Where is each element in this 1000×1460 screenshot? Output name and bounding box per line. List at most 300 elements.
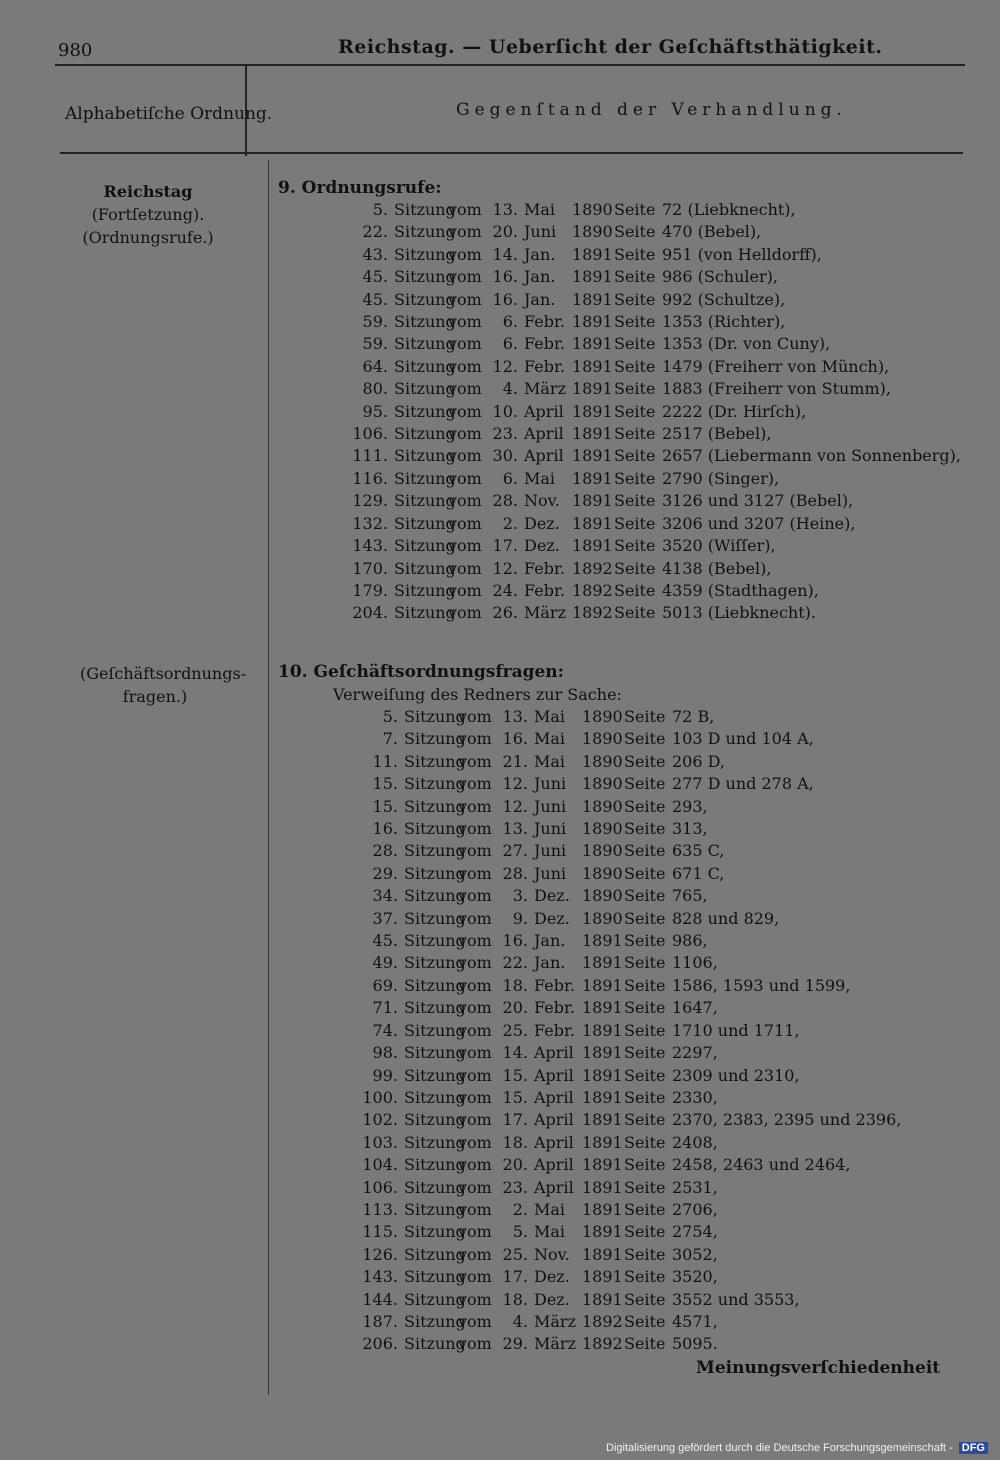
entry-month: Mai — [524, 200, 556, 219]
entry-number: 71. — [372, 998, 398, 1018]
entry-month: April — [524, 446, 564, 466]
entry-vom: vom — [458, 1043, 492, 1063]
entry-day: 12. — [502, 796, 528, 816]
list-item — [340, 1132, 901, 1154]
entry-pages: 951 (von Helldorff), — [662, 244, 822, 264]
entry-pages: 3552 und 3553, — [672, 1289, 800, 1309]
entry-vom: vom — [448, 446, 482, 466]
entry-vom: vom — [458, 774, 492, 794]
entry-month: Febr. — [524, 356, 565, 376]
entry-seite: Seite — [624, 998, 666, 1018]
entry-month: Mai — [534, 729, 566, 749]
entry-day: 28. — [502, 863, 528, 883]
list-item — [340, 311, 961, 333]
entry-sitzung: Sitzung — [404, 1155, 466, 1175]
entry-year: 1891 — [582, 998, 623, 1018]
entry-month: Juni — [534, 796, 567, 816]
entry-vom: vom — [458, 1222, 492, 1242]
entry-year: 1891 — [582, 931, 623, 951]
page-number: 980 — [58, 40, 93, 61]
entry-vom: vom — [458, 819, 492, 839]
entry-vom: vom — [458, 1199, 492, 1219]
entry-year: 1891 — [572, 312, 613, 332]
entry-number: 45. — [372, 931, 398, 951]
entry-pages: 1647, — [672, 998, 718, 1018]
entry-seite: Seite — [624, 796, 666, 816]
entry-vom: vom — [458, 1087, 492, 1107]
entry-day: 10. — [492, 401, 518, 421]
list-item — [340, 751, 901, 773]
entry-seite: Seite — [624, 774, 666, 794]
entry-number: 126. — [362, 1244, 398, 1264]
entry-day: 29. — [502, 1334, 528, 1354]
entry-sitzung: Sitzung — [404, 1043, 466, 1063]
entry-year: 1891 — [572, 401, 613, 421]
entry-pages: 2222 (Dr. Hirſch), — [662, 401, 807, 421]
entry-number: 98. — [372, 1043, 398, 1063]
entry-sitzung: Sitzung — [404, 1132, 466, 1152]
entry-vom: vom — [458, 931, 492, 951]
entry-seite: Seite — [624, 1199, 666, 1219]
entry-vom: vom — [458, 1110, 492, 1130]
entry-vom: vom — [448, 267, 482, 287]
entry-month: Jan. — [524, 289, 556, 309]
entry-vom: vom — [458, 908, 492, 928]
list-item — [340, 1042, 901, 1064]
entry-year: 1891 — [582, 953, 623, 973]
entry-day: 12. — [492, 558, 518, 578]
entry-number: 143. — [362, 1267, 398, 1287]
entry-day: 17. — [502, 1267, 528, 1287]
entry-vom: vom — [458, 1311, 492, 1331]
list-item — [340, 490, 961, 512]
column-header-left: Alphabetiſche Ordnung. — [65, 104, 273, 124]
entry-sitzung: Sitzung — [394, 424, 456, 444]
entry-seite: Seite — [614, 401, 656, 421]
list-item — [340, 1109, 901, 1131]
entry-vom: vom — [448, 356, 482, 376]
entry-number: 74. — [372, 1020, 398, 1040]
entry-sitzung: Sitzung — [394, 446, 456, 466]
entry-pages: 3052, — [672, 1244, 718, 1264]
entry-pages: 1353 (Richter), — [662, 312, 786, 332]
list-item — [340, 513, 961, 535]
entry-year: 1891 — [582, 1132, 623, 1152]
entry-vom: vom — [458, 1132, 492, 1152]
entry-pages: 1353 (Dr. von Cuny), — [662, 334, 831, 354]
list-item — [340, 728, 901, 750]
entry-number: 111. — [352, 446, 388, 466]
entry-pages: 1883 (Freiherr von Stumm), — [662, 379, 891, 399]
entry-year: 1890 — [582, 774, 623, 794]
entry-number: 204. — [352, 603, 388, 623]
entry-year: 1891 — [572, 289, 613, 309]
entry-day: 18. — [502, 1132, 528, 1152]
list-item — [340, 908, 901, 930]
list-item — [340, 221, 961, 243]
entry-year: 1892 — [572, 603, 613, 623]
dfg-logo: DFG — [959, 1442, 988, 1454]
entry-pages: 3520 (Wiſſer), — [662, 536, 776, 556]
entry-year: 1890 — [582, 819, 623, 839]
list-item — [340, 1199, 901, 1221]
entry-pages: 3520, — [672, 1267, 718, 1287]
entry-day: 12. — [492, 356, 518, 376]
list-item — [340, 378, 961, 400]
list-item — [340, 840, 901, 862]
entry-sitzung: Sitzung — [404, 1020, 466, 1040]
entry-day: 16. — [492, 289, 518, 309]
entry-sitzung: Sitzung — [404, 1110, 466, 1130]
list-item — [340, 401, 961, 423]
list-item — [340, 773, 901, 795]
entry-seite: Seite — [614, 468, 656, 488]
entry-vom: vom — [448, 424, 482, 444]
entry-vom: vom — [458, 1020, 492, 1040]
entry-number: 59. — [362, 312, 388, 332]
entry-year: 1892 — [572, 580, 613, 600]
entry-sitzung: Sitzung — [394, 222, 456, 242]
entry-month: Mai — [534, 707, 566, 726]
entry-number: 95. — [362, 401, 388, 421]
entry-seite: Seite — [624, 1110, 666, 1130]
entry-number: 43. — [362, 244, 388, 264]
entry-number: 104. — [362, 1155, 398, 1175]
entry-pages: 992 (Schultze), — [662, 289, 786, 309]
entry-sitzung: Sitzung — [404, 1177, 466, 1197]
entry-pages: 2657 (Liebermann von Sonnenberg), — [662, 446, 961, 466]
entry-number: 103. — [362, 1132, 398, 1152]
entry-number: 179. — [352, 580, 388, 600]
entry-month: Jan. — [524, 244, 556, 264]
entry-number: 34. — [372, 886, 398, 906]
entry-vom: vom — [448, 468, 482, 488]
entry-day: 6. — [502, 468, 518, 488]
list-item — [340, 796, 901, 818]
entry-vom: vom — [448, 536, 482, 556]
entry-year: 1891 — [572, 468, 613, 488]
entry-seite: Seite — [624, 1065, 666, 1085]
entry-sitzung: Sitzung — [394, 580, 456, 600]
entry-day: 17. — [502, 1110, 528, 1130]
entry-year: 1891 — [572, 244, 613, 264]
entry-pages: 470 (Bebel), — [662, 222, 762, 242]
entry-seite: Seite — [614, 379, 656, 399]
entry-vom: vom — [448, 558, 482, 578]
entry-day: 3. — [512, 886, 528, 906]
entry-year: 1891 — [582, 1199, 623, 1219]
entry-year: 1890 — [582, 796, 623, 816]
entry-month: April — [534, 1110, 574, 1130]
list-item — [340, 1087, 901, 1109]
list-item — [340, 1333, 901, 1355]
entry-seite: Seite — [624, 886, 666, 906]
entry-sitzung: Sitzung — [404, 908, 466, 928]
entry-pages: 2330, — [672, 1087, 718, 1107]
entry-month: Mai — [534, 1199, 566, 1219]
list-item — [340, 930, 901, 952]
entry-seite: Seite — [614, 558, 656, 578]
entry-month: Dez. — [524, 536, 560, 556]
list-item — [340, 580, 961, 602]
entry-month: April — [524, 424, 564, 444]
entry-month: März — [534, 1311, 576, 1331]
list-item — [340, 1154, 901, 1176]
entry-year: 1891 — [572, 267, 613, 287]
entry-month: Jan. — [534, 931, 566, 951]
entry-seite: Seite — [614, 312, 656, 332]
entry-seite: Seite — [624, 863, 666, 883]
entry-pages: 313, — [672, 819, 708, 839]
entry-number: 64. — [362, 356, 388, 376]
entry-year: 1891 — [582, 1222, 623, 1242]
list-item — [340, 558, 961, 580]
entry-number: 99. — [372, 1065, 398, 1085]
top-rule — [55, 64, 965, 66]
entry-month: April — [534, 1155, 574, 1175]
entry-sitzung: Sitzung — [404, 841, 466, 861]
entry-month: Jan. — [524, 267, 556, 287]
entry-year: 1890 — [582, 751, 623, 771]
entry-day: 20. — [492, 222, 518, 242]
list-item — [340, 199, 961, 221]
entry-day: 4. — [502, 379, 518, 399]
entry-vom: vom — [448, 603, 482, 623]
entry-vom: vom — [448, 312, 482, 332]
entry-month: Dez. — [534, 908, 570, 928]
entry-pages: 4571, — [672, 1311, 718, 1331]
entry-number: 113. — [362, 1199, 398, 1219]
entry-number: 16. — [372, 819, 398, 839]
list-item — [340, 1244, 901, 1266]
entry-pages: 72 (Liebknecht), — [662, 200, 796, 219]
footer-text: Digitalisierung gefördert durch die Deutsche Forschungsgemeinschaft - — [606, 1442, 953, 1454]
entry-day: 4. — [512, 1311, 528, 1331]
entry-pages: 4359 (Stadthagen), — [662, 580, 819, 600]
entry-sitzung: Sitzung — [404, 729, 466, 749]
entry-year: 1891 — [572, 424, 613, 444]
entry-sitzung: Sitzung — [404, 1311, 466, 1331]
entry-number: 132. — [352, 513, 388, 533]
entry-year: 1890 — [582, 841, 623, 861]
entry-sitzung: Sitzung — [404, 796, 466, 816]
entry-day: 15. — [502, 1065, 528, 1085]
entry-year: 1891 — [582, 1020, 623, 1040]
entry-vom: vom — [458, 1267, 492, 1287]
entry-seite: Seite — [624, 1334, 666, 1354]
entry-month: März — [524, 379, 566, 399]
entry-pages: 103 D und 104 A, — [672, 729, 814, 749]
list-item — [340, 1177, 901, 1199]
entry-number: 45. — [362, 289, 388, 309]
section-9-title: 9. Ordnungsrufe: — [278, 178, 442, 198]
list-item — [340, 1221, 901, 1243]
entry-number: 59. — [362, 334, 388, 354]
entry-day: 26. — [492, 603, 518, 623]
entry-seite: Seite — [624, 1244, 666, 1264]
entry-number: 102. — [362, 1110, 398, 1130]
entry-pages: 986, — [672, 931, 708, 951]
entry-sitzung: Sitzung — [404, 1289, 466, 1309]
entry-year: 1891 — [572, 513, 613, 533]
entry-year: 1890 — [572, 200, 613, 219]
list-item — [340, 1020, 901, 1042]
entry-pages: 277 D und 278 A, — [672, 774, 814, 794]
entry-vom: vom — [458, 841, 492, 861]
entry-day: 2. — [502, 513, 518, 533]
entry-year: 1891 — [572, 536, 613, 556]
entry-pages: 72 B, — [672, 707, 715, 726]
entry-year: 1891 — [582, 1065, 623, 1085]
entry-sitzung: Sitzung — [404, 931, 466, 951]
entry-month: Jan. — [534, 953, 566, 973]
entry-sitzung: Sitzung — [394, 244, 456, 264]
entry-day: 6. — [502, 312, 518, 332]
entry-day: 23. — [502, 1177, 528, 1197]
entry-day: 14. — [502, 1043, 528, 1063]
list-item — [340, 975, 901, 997]
entry-seite: Seite — [624, 1311, 666, 1331]
entry-number: 15. — [372, 796, 398, 816]
entry-day: 20. — [502, 1155, 528, 1175]
entry-month: April — [534, 1043, 574, 1063]
entry-number: 170. — [352, 558, 388, 578]
entry-vom: vom — [448, 222, 482, 242]
entry-seite: Seite — [614, 222, 656, 242]
entry-vom: vom — [458, 886, 492, 906]
entry-sitzung: Sitzung — [404, 863, 466, 883]
list-item — [340, 952, 901, 974]
list-item — [340, 1065, 901, 1087]
entry-pages: 2408, — [672, 1132, 718, 1152]
entry-number: 15. — [372, 774, 398, 794]
entry-number: 29. — [372, 863, 398, 883]
list-item — [340, 445, 961, 467]
entry-year: 1890 — [582, 886, 623, 906]
entry-sitzung: Sitzung — [394, 558, 456, 578]
entry-month: Mai — [534, 751, 566, 771]
entry-sitzung: Sitzung — [404, 1244, 466, 1264]
entry-day: 27. — [502, 841, 528, 861]
entry-seite: Seite — [624, 931, 666, 951]
entry-month: April — [534, 1177, 574, 1197]
entry-pages: 1710 und 1711, — [672, 1020, 800, 1040]
entry-number: 129. — [352, 491, 388, 511]
entry-seite: Seite — [624, 1177, 666, 1197]
entry-sitzung: Sitzung — [404, 886, 466, 906]
label-reichstag: Reichstag — [103, 182, 193, 201]
list-item — [340, 1311, 901, 1333]
entry-seite: Seite — [614, 446, 656, 466]
entry-number: 106. — [352, 424, 388, 444]
entry-month: Mai — [534, 1222, 566, 1242]
entry-month: Juni — [534, 819, 567, 839]
entry-month: Dez. — [534, 1267, 570, 1287]
entry-pages: 2458, 2463 und 2464, — [672, 1155, 851, 1175]
entry-day: 24. — [492, 580, 518, 600]
entry-day: 21. — [502, 751, 528, 771]
entry-number: 115. — [362, 1222, 398, 1242]
entry-pages: 1479 (Freiherr von Münch), — [662, 356, 890, 376]
entry-pages: 2517 (Bebel), — [662, 424, 772, 444]
entry-sitzung: Sitzung — [394, 267, 456, 287]
entry-seite: Seite — [614, 334, 656, 354]
entry-year: 1891 — [572, 356, 613, 376]
entry-month: April — [534, 1132, 574, 1152]
entry-year: 1892 — [582, 1311, 623, 1331]
entry-sitzung: Sitzung — [404, 953, 466, 973]
running-head: Reichstag. — Ueberſicht der Geſchäftsthätigkeit. — [338, 36, 883, 58]
entry-vom: vom — [448, 244, 482, 264]
entry-seite: Seite — [624, 841, 666, 861]
entry-sitzung: Sitzung — [394, 379, 456, 399]
entry-number: 37. — [372, 908, 398, 928]
entry-vom: vom — [448, 200, 482, 219]
entry-sitzung: Sitzung — [394, 513, 456, 533]
entry-day: 28. — [492, 491, 518, 511]
entry-pages: 765, — [672, 886, 708, 906]
entry-day: 16. — [492, 267, 518, 287]
entry-day: 9. — [512, 908, 528, 928]
section-10-list — [340, 706, 901, 1356]
entry-day: 13. — [492, 200, 518, 219]
entry-pages: 3206 und 3207 (Heine), — [662, 513, 856, 533]
entry-year: 1890 — [582, 707, 623, 726]
entry-seite: Seite — [624, 1020, 666, 1040]
entry-number: 100. — [362, 1087, 398, 1107]
label-ordnungsrufe: (Ordnungsrufe.) — [82, 228, 214, 247]
list-item — [340, 468, 961, 490]
entry-month: Febr. — [524, 334, 565, 354]
entry-vom: vom — [458, 751, 492, 771]
entry-pages: 671 C, — [672, 863, 725, 883]
entry-day: 5. — [512, 1222, 528, 1242]
label-line1: (Geſchäftsordnungs- — [80, 664, 247, 683]
entry-pages: 4138 (Bebel), — [662, 558, 772, 578]
entry-seite: Seite — [624, 1043, 666, 1063]
entry-month: Nov. — [534, 1244, 570, 1264]
entry-day: 17. — [492, 536, 518, 556]
entry-day: 18. — [502, 1289, 528, 1309]
entry-month: Febr. — [524, 580, 565, 600]
entry-seite: Seite — [614, 580, 656, 600]
entry-pages: 2531, — [672, 1177, 718, 1197]
entry-vom: vom — [448, 334, 482, 354]
entry-day: 16. — [502, 931, 528, 951]
entry-vom: vom — [458, 953, 492, 973]
entry-sitzung: Sitzung — [404, 1087, 466, 1107]
entry-sitzung: Sitzung — [404, 975, 466, 995]
entry-month: Febr. — [534, 998, 575, 1018]
entry-month: Juni — [524, 222, 557, 242]
entry-number: 5. — [382, 707, 398, 726]
entry-day: 25. — [502, 1244, 528, 1264]
entry-month: Juni — [534, 841, 567, 861]
header-rule — [60, 152, 963, 154]
entry-year: 1891 — [572, 379, 613, 399]
entry-vom: vom — [458, 1155, 492, 1175]
entry-year: 1891 — [582, 1155, 623, 1175]
entry-day: 30. — [492, 446, 518, 466]
section-9-list — [340, 199, 961, 625]
entry-pages: 5013 (Liebknecht). — [662, 603, 816, 623]
entry-pages: 828 und 829, — [672, 908, 780, 928]
entry-sitzung: Sitzung — [404, 751, 466, 771]
entry-pages: 2297, — [672, 1043, 718, 1063]
entry-seite: Seite — [614, 200, 656, 219]
list-item — [340, 1266, 901, 1288]
section-10-subtitle: Verweiſung des Redners zur Sache: — [333, 685, 622, 704]
